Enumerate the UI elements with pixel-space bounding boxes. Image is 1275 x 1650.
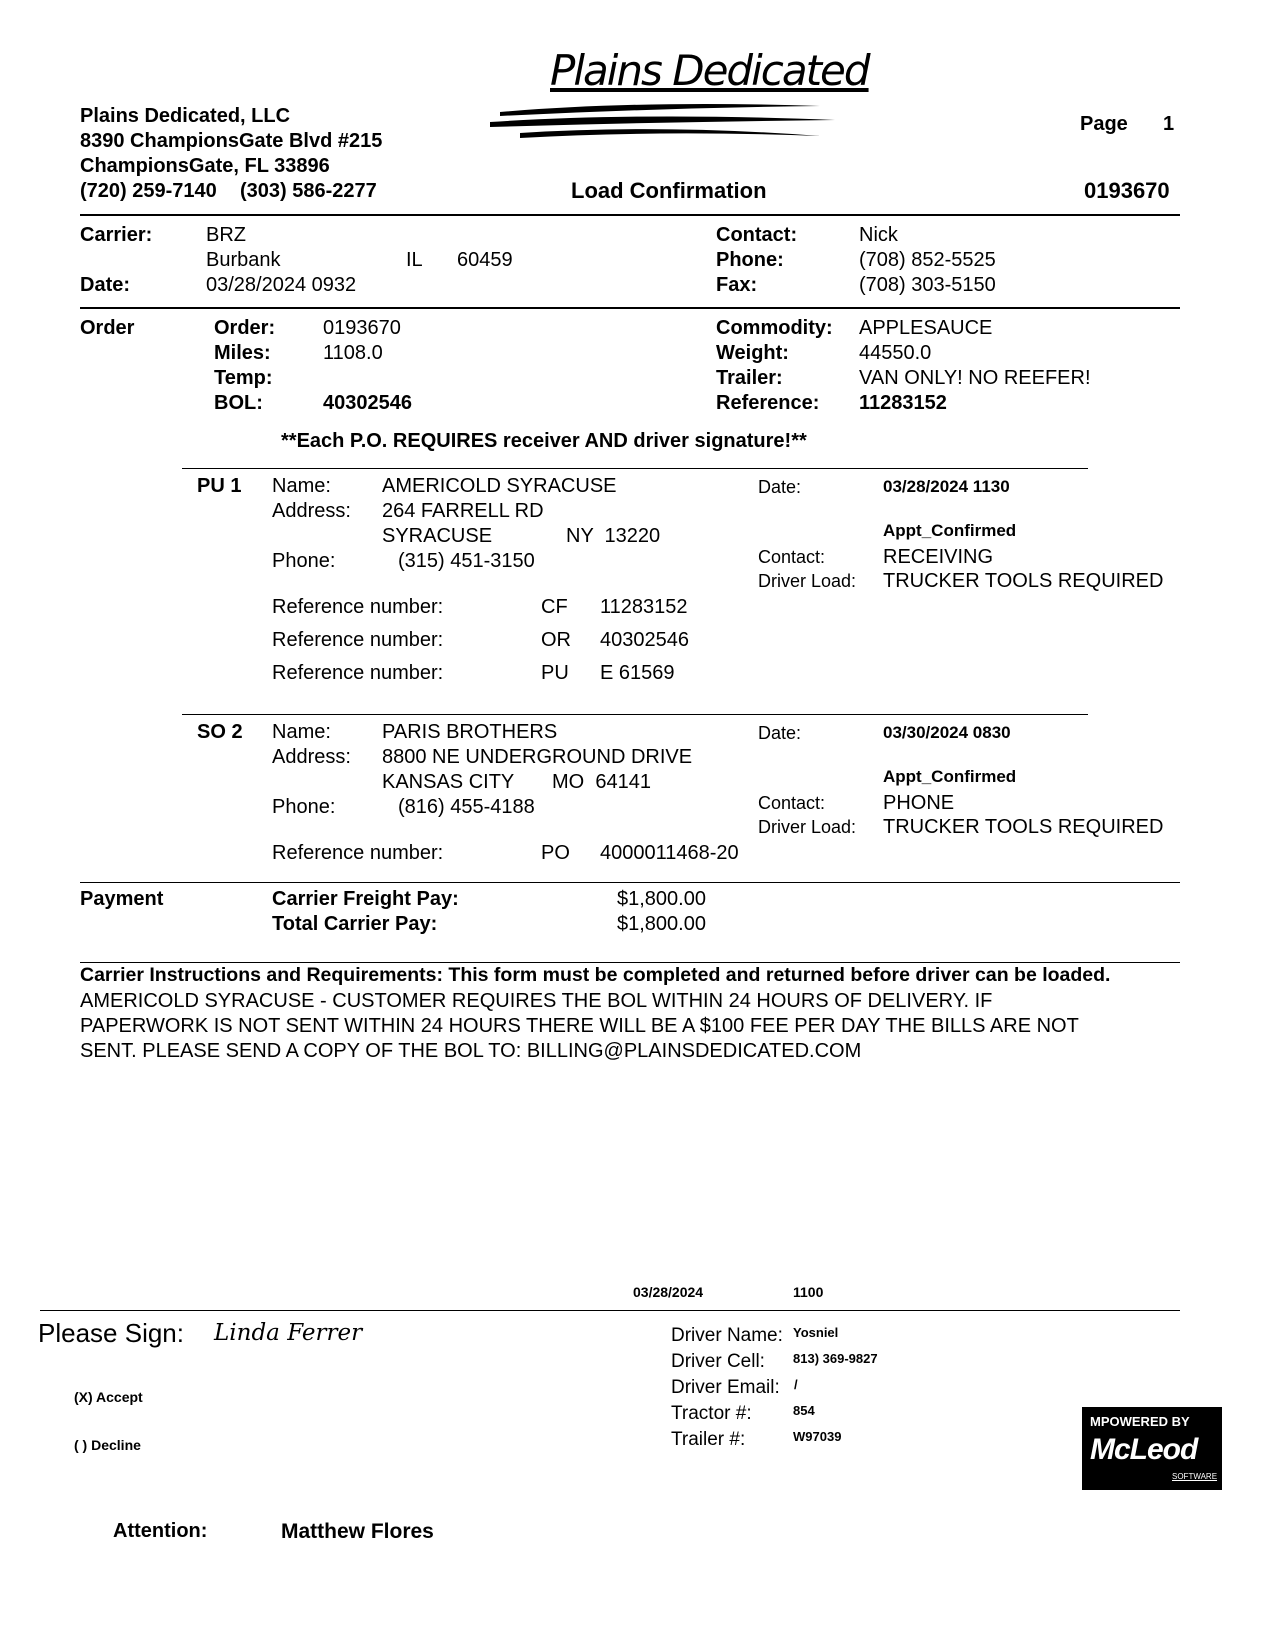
stop-1-divider xyxy=(182,468,1088,469)
tractor-number: 854 xyxy=(793,1403,815,1418)
stop-2-state-zip: MO 64141 xyxy=(552,771,651,793)
freight-pay-label: Carrier Freight Pay: xyxy=(272,888,459,910)
stop-1-appointment-status: Appt_Confirmed xyxy=(883,521,1017,540)
signature-name: Linda Ferrer xyxy=(214,1320,363,1346)
stop-1-date-label: Date: xyxy=(758,477,802,497)
commodity-value: APPLESAUCE xyxy=(859,317,993,339)
mcleod-powered-badge xyxy=(1082,1407,1222,1490)
carrier-name: BRZ xyxy=(206,224,246,246)
carrier-zip: 60459 xyxy=(457,249,513,271)
bol-value: 40302546 xyxy=(323,392,412,414)
badge-software: SOFTWARE xyxy=(1172,1472,1218,1481)
stop-2-street: 8800 NE UNDERGROUND DRIVE xyxy=(382,746,693,768)
document-title: Load Confirmation xyxy=(571,178,767,203)
carrier-date-label: Date: xyxy=(80,274,131,296)
stop-1-city: SYRACUSE xyxy=(382,525,493,547)
carrier-divider xyxy=(80,307,1180,309)
signature-time: 1100 xyxy=(793,1284,824,1300)
stop-1-name-label: Name: xyxy=(272,475,331,497)
phone-value: (708) 852-5525 xyxy=(859,249,996,271)
please-sign-label: Please Sign: xyxy=(38,1318,184,1348)
reference-label: Reference: xyxy=(716,392,820,414)
stop-1-ref-3-value: E 61569 xyxy=(600,662,675,684)
stop-2-ref-1-type: PO xyxy=(541,842,570,864)
header-divider xyxy=(80,214,1180,216)
order-number: 0193670 xyxy=(323,317,401,339)
trailer-number: W97039 xyxy=(793,1429,842,1444)
stop-1-ref-2-value: 40302546 xyxy=(600,629,689,651)
stop-2-city: KANSAS CITY xyxy=(382,771,515,793)
stop-2-name-label: Name: xyxy=(272,721,331,743)
stop-1-ref-3-label: Reference number: xyxy=(272,662,444,684)
company-address-line2: ChampionsGate, FL 33896 xyxy=(80,155,330,177)
plains-dedicated-logo xyxy=(490,46,869,145)
reference-value: 11283152 xyxy=(859,392,947,414)
stop-1-phone: (315) 451-3150 xyxy=(398,550,535,572)
driver-cell: 813) 369-9827 xyxy=(793,1351,878,1366)
total-pay-label: Total Carrier Pay: xyxy=(272,913,438,935)
instructions-line-2: PAPERWORK IS NOT SENT WITHIN 24 HOURS THERE WILL BE A $100 FEE PER DAY THE BILLS ARE NOT xyxy=(80,1015,1079,1037)
stop-1-ref-2-type: OR xyxy=(541,629,571,651)
stop-2-appointment-status: Appt_Confirmed xyxy=(883,767,1017,786)
driver-email-label: Driver Email: xyxy=(671,1377,780,1398)
stop-1-address-label: Address: xyxy=(272,500,351,522)
stop-2-contact-label: Contact: xyxy=(758,793,826,813)
trailer-label: Trailer: xyxy=(716,367,783,389)
stop-1-ref-1-value: 11283152 xyxy=(600,596,688,618)
stop-1-street: 264 FARRELL RD xyxy=(382,500,544,522)
company-phone-2: (303) 586-2277 xyxy=(240,180,377,202)
stop-1-code: PU 1 xyxy=(197,475,242,497)
stop-2-address-label: Address: xyxy=(272,746,351,768)
logo-swoosh-icon xyxy=(490,50,850,145)
stop-1-ref-1-type: CF xyxy=(541,596,568,618)
trailer-value: VAN ONLY! NO REEFER! xyxy=(859,367,1091,389)
phone-label: Phone: xyxy=(716,249,784,271)
stop-2-ref-1-label: Reference number: xyxy=(272,842,444,864)
instructions-line-1: AMERICOLD SYRACUSE - CUSTOMER REQUIRES THE BOL WITHIN 24 HOURS OF DELIVERY. IF xyxy=(80,990,993,1012)
signature-divider xyxy=(40,1310,1180,1311)
stop-1-date: 03/28/2024 1130 xyxy=(883,477,1010,496)
stop-2-ref-1-value: 4000011468-20 xyxy=(600,842,739,864)
decline-option[interactable]: ( ) Decline xyxy=(74,1437,141,1453)
weight-value: 44550.0 xyxy=(859,342,932,364)
driver-name-label: Driver Name: xyxy=(671,1325,783,1346)
company-address-line1: 8390 ChampionsGate Blvd #215 xyxy=(80,130,383,152)
carrier-city: Burbank xyxy=(206,249,281,271)
weight-label: Weight: xyxy=(716,342,789,364)
stop-2-driver-load: TRUCKER TOOLS REQUIRED xyxy=(883,816,1164,838)
stop-1-state-zip: NY 13220 xyxy=(566,525,661,547)
stop-1-driver-load: TRUCKER TOOLS REQUIRED xyxy=(883,570,1164,592)
temp-label: Temp: xyxy=(214,367,273,389)
freight-pay-value: $1,800.00 xyxy=(617,888,706,910)
payment-divider xyxy=(80,882,1180,883)
fax-label: Fax: xyxy=(716,274,758,296)
driver-email: / xyxy=(794,1377,798,1392)
stop-1-contact-label: Contact: xyxy=(758,547,826,567)
contact-label: Contact: xyxy=(716,224,798,246)
stop-1-ref-3-type: PU xyxy=(541,662,569,684)
stop-2-phone: (816) 455-4188 xyxy=(398,796,535,818)
stop-2-code: SO 2 xyxy=(197,721,243,743)
miles-label: Miles: xyxy=(214,342,271,364)
stop-1-contact: RECEIVING xyxy=(883,546,994,568)
page-label: Page xyxy=(1080,113,1128,135)
carrier-state: IL xyxy=(406,249,423,271)
badge-powered-by: MPOWERED BY xyxy=(1090,1414,1190,1429)
stop-2-date: 03/30/2024 0830 xyxy=(883,723,1011,742)
signature-date: 03/28/2024 xyxy=(633,1284,704,1300)
total-pay-value: $1,800.00 xyxy=(617,913,706,935)
driver-name: Yosniel xyxy=(793,1325,839,1340)
stop-1-driver-load-label: Driver Load: xyxy=(758,571,857,591)
trailer-number-label: Trailer #: xyxy=(671,1429,746,1450)
bol-label: BOL: xyxy=(214,392,263,414)
miles-value: 1108.0 xyxy=(323,342,383,364)
badge-brand: McLeod xyxy=(1090,1433,1198,1466)
company-phone-1: (720) 259-7140 xyxy=(80,180,217,202)
stop-1-ref-1-label: Reference number: xyxy=(272,596,444,618)
contact-value: Nick xyxy=(859,224,898,246)
company-name: Plains Dedicated, LLC xyxy=(80,105,291,127)
signature-notice: **Each P.O. REQUIRES receiver AND driver signature!** xyxy=(281,430,807,452)
instructions-divider xyxy=(80,962,1180,963)
stop-2-driver-load-label: Driver Load: xyxy=(758,817,857,837)
logo-wordmark: Plains Dedicated xyxy=(550,46,869,95)
tractor-label: Tractor #: xyxy=(671,1403,752,1424)
stop-2-date-label: Date: xyxy=(758,723,802,743)
stop-1-name: AMERICOLD SYRACUSE xyxy=(382,475,617,497)
attention-name: Matthew Flores xyxy=(281,1520,434,1543)
payment-section-label: Payment xyxy=(80,888,164,910)
stop-2-divider xyxy=(182,714,1088,715)
stop-2-contact: PHONE xyxy=(883,792,955,814)
attention-label: Attention: xyxy=(113,1520,208,1542)
stop-2-name: PARIS BROTHERS xyxy=(382,721,558,743)
accept-option[interactable]: (X) Accept xyxy=(74,1389,143,1405)
stop-1-ref-2-label: Reference number: xyxy=(272,629,444,651)
order-number-label: Order: xyxy=(214,317,276,339)
stop-1-phone-label: Phone: xyxy=(272,550,336,572)
carrier-label: Carrier: xyxy=(80,224,153,246)
driver-cell-label: Driver Cell: xyxy=(671,1351,765,1372)
order-section-label: Order xyxy=(80,317,135,339)
carrier-date: 03/28/2024 0932 xyxy=(206,274,357,296)
instructions-line-3: SENT. PLEASE SEND A COPY OF THE BOL TO: BILLING@PLAINSDEDICATED.COM xyxy=(80,1040,862,1062)
commodity-label: Commodity: xyxy=(716,317,833,339)
fax-value: (708) 303-5150 xyxy=(859,274,996,296)
stop-2-phone-label: Phone: xyxy=(272,796,336,818)
document-number: 0193670 xyxy=(1084,178,1170,203)
page-number: 1 xyxy=(1163,113,1175,135)
instructions-heading: Carrier Instructions and Requirements: This form must be completed and returned before driver can be loaded. xyxy=(80,964,1111,986)
